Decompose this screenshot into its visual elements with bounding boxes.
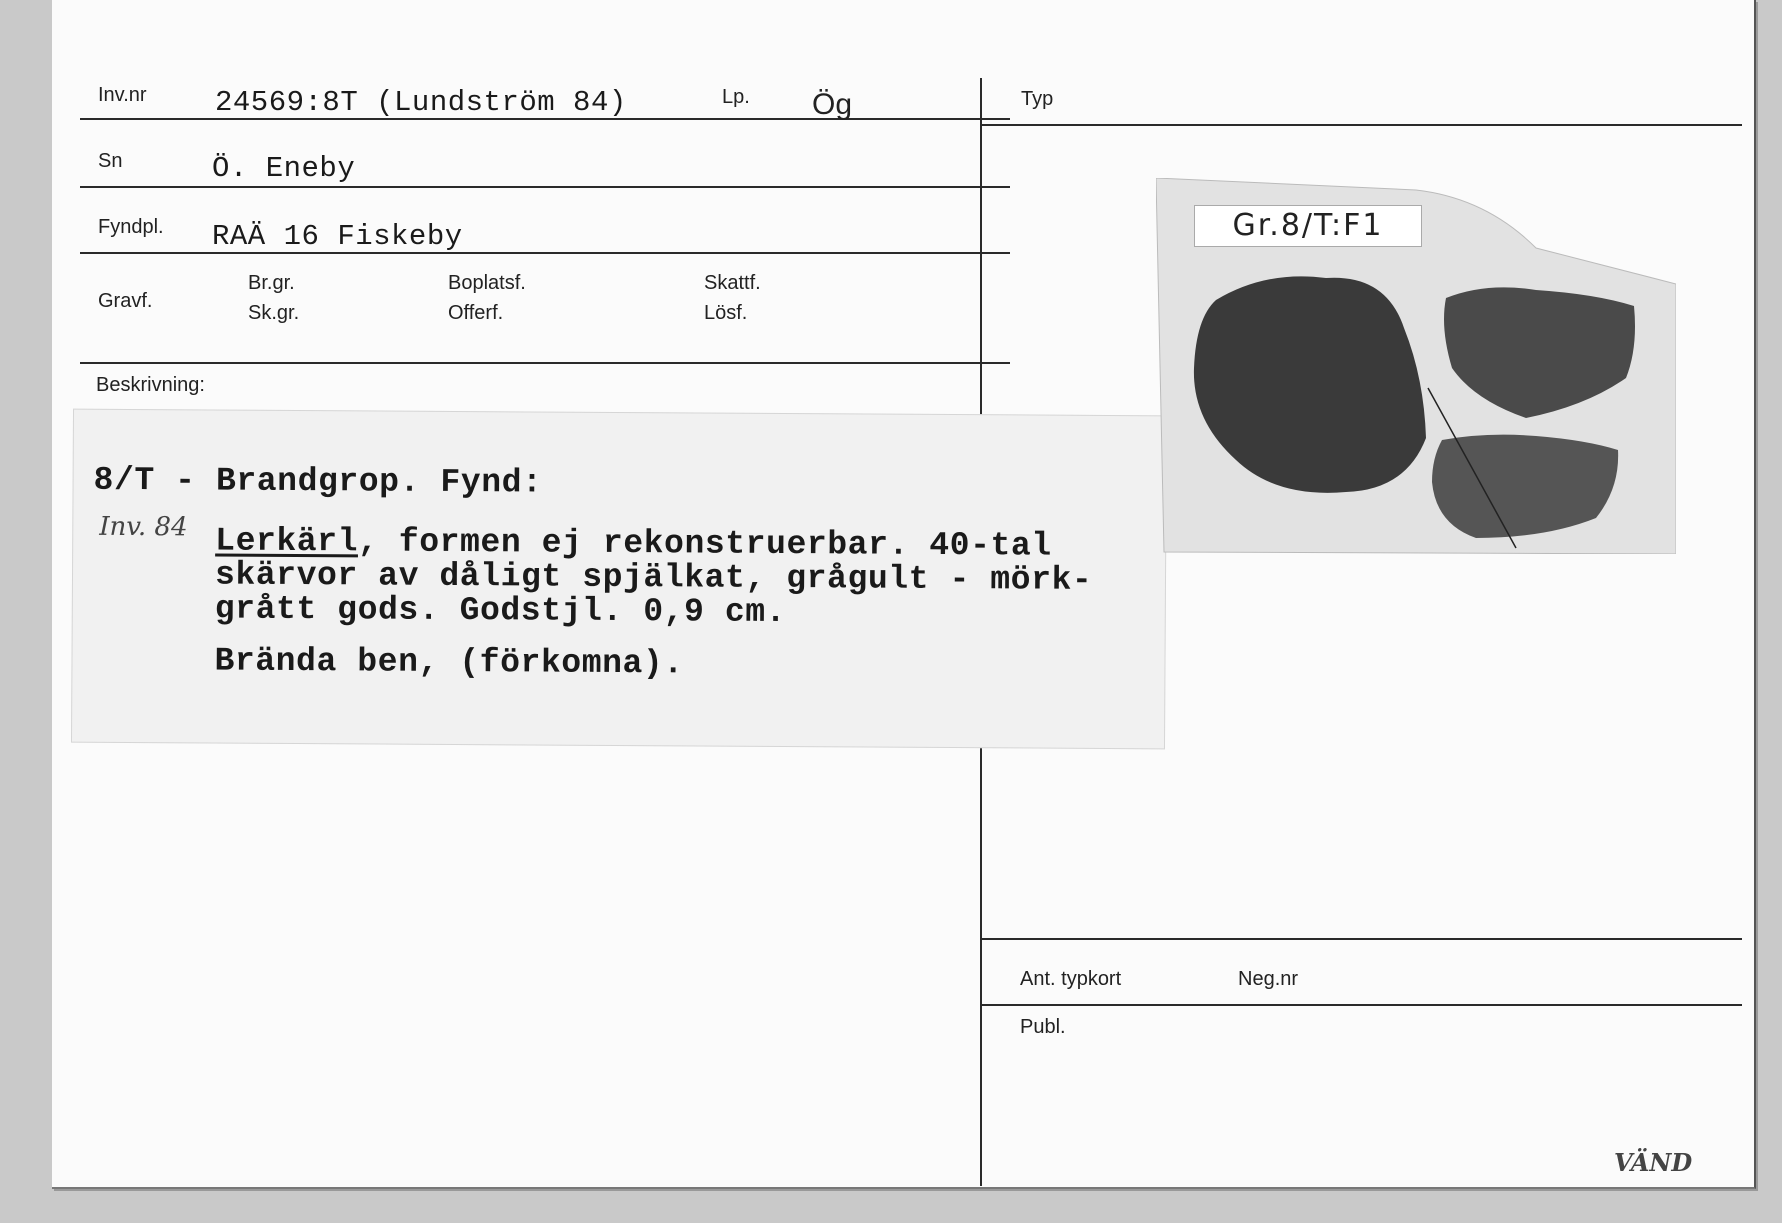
brgr-label: Br.gr.: [248, 272, 295, 294]
photo-tag: Gr.8/T:F1: [1194, 205, 1422, 247]
skgr-label: Sk.gr.: [248, 302, 300, 324]
sn-value: Ö. Eneby: [212, 152, 356, 185]
lp-label: Lp.: [722, 86, 750, 108]
inv-value: 24569:8T (Lundström 84): [215, 86, 627, 119]
margin-note: Inv. 84: [99, 511, 188, 543]
slip-line-1: 8/T - Brandgrop. Fynd:: [93, 461, 543, 502]
fyndpl-label: Fyndpl.: [98, 216, 164, 238]
rule-ant: [982, 1004, 1742, 1006]
rule-sn: [80, 186, 1010, 188]
rule-typ-bottom: [982, 938, 1742, 940]
slip-line-2-rest: , formen ej rekonstruerbar. 40-tal: [357, 523, 1052, 565]
beskrivning-label: Beskrivning:: [96, 374, 205, 396]
fyndpl-value: RAÄ 16 Fiskeby: [212, 220, 463, 253]
slip-line-5: Brända ben, (förkomna).: [214, 642, 684, 683]
publ-label: Publ.: [1020, 1016, 1066, 1038]
losf-label: Lösf.: [704, 302, 748, 324]
inv-label: Inv.nr: [98, 84, 147, 106]
gravf-label: Gravf.: [98, 290, 153, 312]
slip-line-3: skärvor av dåligt spjälkat, grågult - mörk-: [214, 556, 1093, 599]
ant-typkort-label: Ant. typkort: [1020, 968, 1122, 990]
offerf-label: Offerf.: [448, 302, 504, 324]
sn-label: Sn: [98, 150, 123, 172]
negnr-label: Neg.nr: [1238, 968, 1299, 990]
lp-value: Ög: [812, 88, 853, 121]
rule-gravf: [80, 362, 1010, 364]
typ-label: Typ: [1021, 88, 1054, 110]
description-slip: [71, 409, 1167, 750]
slip-line-4: grått gods. Godstjl. 0,9 cm.: [214, 590, 787, 632]
vand-note: VÄND: [1614, 1148, 1693, 1177]
rule-typ: [982, 124, 1742, 126]
slip-line-2-lerkarl: Lerkärl: [215, 522, 359, 561]
skattf-label: Skattf.: [704, 272, 761, 294]
boplatsf-label: Boplatsf.: [448, 272, 526, 294]
